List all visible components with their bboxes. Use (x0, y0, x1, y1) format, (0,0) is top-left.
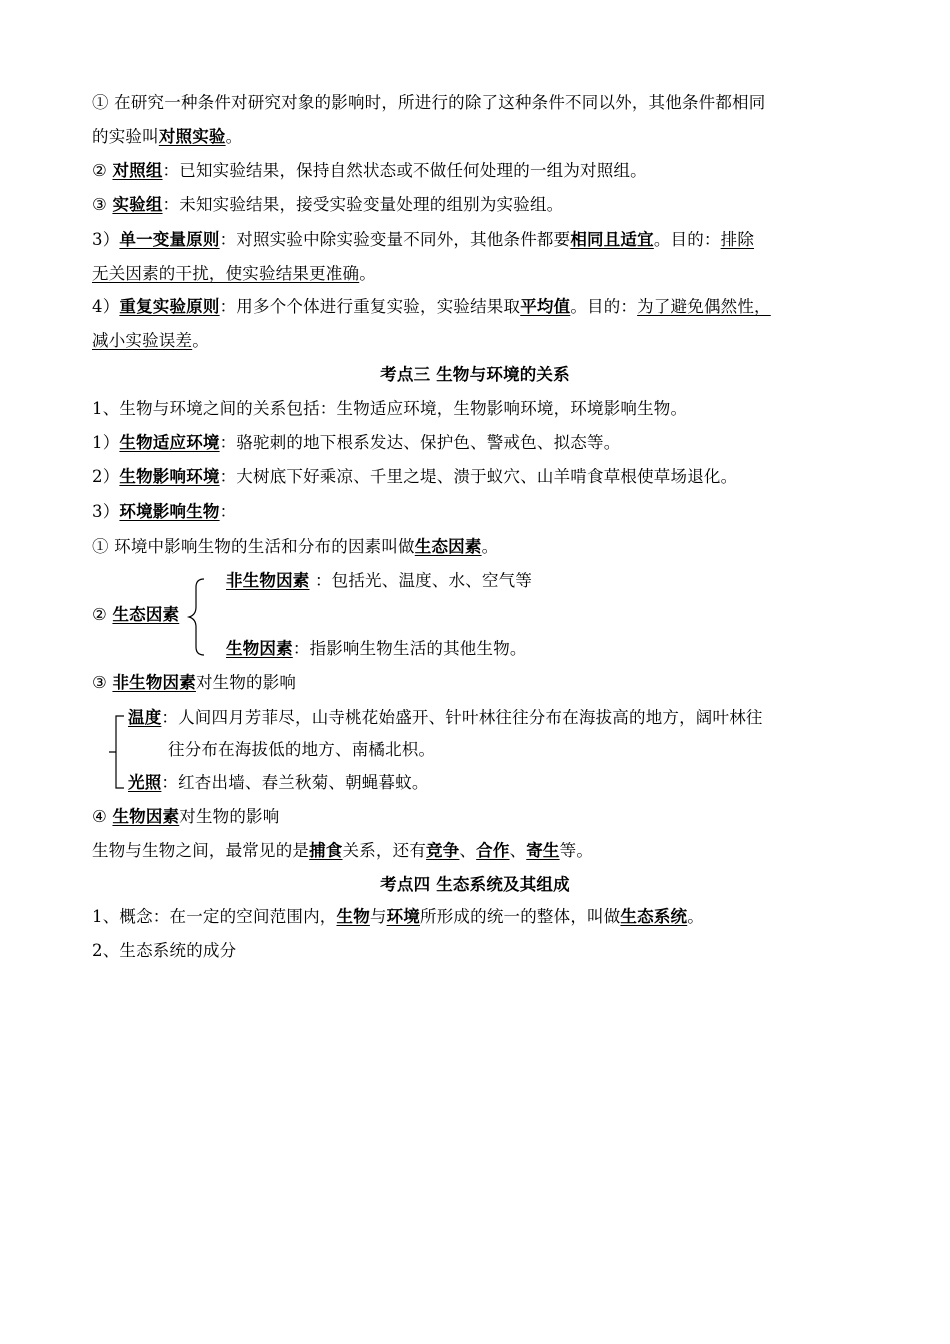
biotic-factor-branch (226, 638, 826, 660)
text: 。目的： (570, 297, 638, 316)
paragraph-ecological-factor-def (92, 536, 872, 558)
key-term: 非生物因素 (112, 673, 196, 692)
paragraph-adapt (92, 432, 872, 454)
text: 关系，还有 (342, 841, 427, 860)
key-term: 平均值 (520, 297, 571, 316)
paragraph-control-experiment-line1 (92, 92, 872, 114)
paragraph-affect (92, 466, 872, 488)
text: 1、概念：在一定的空间范围内， (92, 907, 337, 926)
text: ：包括光、温度、水、空气等 (309, 571, 533, 590)
paragraph-repeat-experiment-line2 (92, 330, 872, 352)
key-term: 相同且适宜 (570, 230, 654, 249)
text: 的实验叫 (92, 127, 159, 146)
text: ：指影响生物生活的其他生物。 (292, 639, 527, 658)
key-term: 合作 (476, 841, 510, 860)
key-term: 捕食 (309, 841, 343, 860)
paragraph-repeat-experiment-line1 (92, 296, 872, 318)
paragraph-biotic-effect (92, 806, 872, 828)
text: 等。 (559, 841, 594, 860)
paragraph-experimental-group (92, 194, 872, 216)
text: 2） (92, 467, 120, 486)
text: 、 (509, 841, 527, 860)
text: 往分布在海拔低的地方、南橘北枳。 (168, 740, 436, 759)
text: ：对照实验中除实验变量不同外，其他条件都要 (219, 230, 571, 249)
text: ④ (92, 807, 113, 826)
paragraph-abiotic-effect (92, 672, 872, 694)
key-term: 竞争 (426, 841, 460, 860)
text: 。 (687, 907, 704, 926)
text: 对生物的影响 (195, 673, 297, 692)
paragraph-relationship-intro (92, 398, 872, 420)
text: 3） (92, 230, 120, 249)
paragraph-environment-affects (92, 501, 872, 523)
key-term: 寄生 (526, 841, 560, 860)
key-term: 光照 (128, 773, 162, 792)
key-term: 生物影响环境 (119, 467, 220, 486)
paragraph-control-experiment-line2 (92, 126, 872, 148)
temperature-item-line2 (168, 739, 868, 761)
text: ：用多个个体进行重复实验，实验结果取 (219, 297, 521, 316)
text: ：大树底下好乘凉、千里之堤、溃于蚁穴、山羊啃食草根使草场退化。 (219, 467, 738, 486)
paragraph-relationships (92, 840, 872, 862)
section-heading-ecosystem: 考点四 生态系统及其组成 (380, 875, 570, 894)
key-term: 生物 (336, 907, 370, 926)
text: 所形成的统一的整体，叫做 (420, 907, 621, 926)
text: ② (92, 605, 113, 624)
text: 1） (92, 433, 120, 452)
key-term: 单一变量原则 (119, 230, 220, 249)
text: 1、生物与环境之间的关系包括：生物适应环境，生物影响环境，环境影响生物。 (92, 399, 688, 418)
text: ③ (92, 195, 113, 214)
text: 生物与生物之间，最常见的是 (92, 841, 310, 860)
text: 3） (92, 502, 120, 521)
purpose-text: 为了避免偶然性， (637, 297, 771, 316)
key-term: 对照组 (112, 161, 163, 180)
text: 4） (92, 297, 120, 316)
paragraph-single-variable-line2 (92, 263, 872, 285)
text: ：未知实验结果，接受实验变量处理的组别为实验组。 (162, 195, 564, 214)
text: ：已知实验结果，保持自然状态或不做任何处理的一组为对照组。 (162, 161, 647, 180)
purpose-text: 排除 (720, 230, 755, 249)
text: 、 (459, 841, 477, 860)
text: 对生物的影响 (179, 807, 280, 826)
section-heading-organism-environment: 考点三 生物与环境的关系 (380, 365, 570, 384)
paragraph-ecosystem-components (92, 940, 872, 962)
text: ① 在研究一种条件对研究对象的影响时，所进行的除了这种条件不同以外，其他条件都相同 (92, 93, 766, 112)
key-term: 生态系统 (620, 907, 688, 926)
text: 2、生态系统的成分 (92, 941, 237, 960)
key-term: 环境 (386, 907, 421, 926)
text: 。 (192, 331, 209, 350)
paragraph-single-variable-line1 (92, 229, 872, 251)
key-term: 非生物因素 (226, 571, 310, 590)
text: ① 环境中影响生物的生活和分布的因素叫做 (92, 537, 415, 556)
paragraph-ecosystem-concept (92, 906, 872, 928)
paragraph-control-group (92, 160, 872, 182)
key-term: 生态因素 (112, 605, 180, 624)
key-term: 生物因素 (112, 807, 180, 826)
key-term: 实验组 (112, 195, 163, 214)
key-term: 温度 (128, 708, 162, 727)
text: 。目的： (653, 230, 721, 249)
light-item (128, 772, 868, 794)
text: ： (219, 502, 237, 521)
key-term: 生物适应环境 (119, 433, 220, 452)
text: 与 (369, 907, 387, 926)
text: 。 (225, 127, 243, 146)
key-term: 环境影响生物 (119, 502, 220, 521)
text: ③ (92, 673, 113, 692)
purpose-text: 减小实验误差 (92, 331, 193, 350)
abiotic-factor-branch (226, 570, 826, 592)
paragraph-ecological-factor-label (92, 604, 192, 626)
bracket-line (106, 714, 130, 790)
text: 。 (481, 537, 499, 556)
text: ：红杏出墙、春兰秋菊、朝蝇暮蚊。 (161, 773, 429, 792)
purpose-text: 无关因素的干扰，使实验结果更准确 (92, 264, 360, 283)
text: 。 (359, 264, 376, 283)
key-term: 对照实验 (158, 127, 226, 146)
key-term: 生态因素 (414, 537, 482, 556)
text: ② (92, 161, 113, 180)
key-term: 生物因素 (226, 639, 293, 658)
text: ：人间四月芳菲尽，山寺桃花始盛开、针叶林往往分布在海拔高的地方，阔叶林往 (161, 708, 763, 727)
temperature-item-line1 (128, 707, 868, 729)
key-term: 重复实验原则 (119, 297, 220, 316)
text: ：骆驼刺的地下根系发达、保护色、警戒色、拟态等。 (219, 433, 621, 452)
